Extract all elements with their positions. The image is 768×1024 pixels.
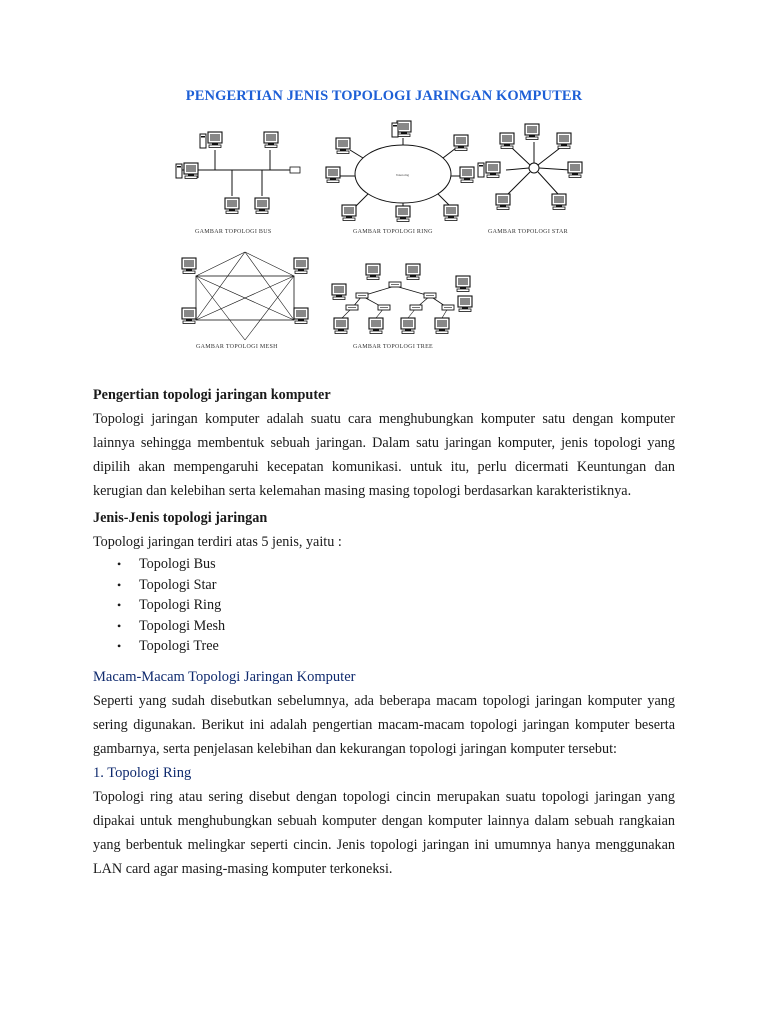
list-item: • Topologi Ring	[117, 595, 675, 616]
ring-paragraph: Topologi ring atau sering disebut dengan topologi cincin merupakan suatu topologi jaringan yang dipakai untuk menghubungkan sebuah komputer dengan komputer lainnya dalam sebuah rangkaian yang berbentuk melingkar seperti cincin. Jenis topologi jaringan ini umumnya hanya menggunakan LAN card agar masing-masing komputer terkoneksi.	[93, 788, 675, 877]
star-caption: GAMBAR TOPOLOGI STAR	[488, 229, 568, 235]
mesh-topology-diagram	[182, 252, 308, 350]
macam-paragraph: Seperti yang sudah disebutkan sebelumnya, ada beberapa macam topologi jaringan komputer yang sering digunakan. Berikut ini adalah pengertian macam-macam topologi jaringan komputer beserta gambarnya, serta penjelasan kelebihan dan kekurangan topologi jaringan komputer tersebut:	[93, 692, 675, 757]
bus-caption: GAMBAR TOPOLOGI BUS	[195, 229, 272, 235]
list-item: • Topologi Tree	[117, 636, 675, 657]
tree-topology-diagram	[332, 264, 472, 350]
document-body	[93, 383, 675, 881]
pengertian-paragraph: Topologi jaringan komputer adalah suatu cara menghubungkan komputer satu dengan komputer lainnya sehingga membentuk sebuah jaringan. Dalam satu jaringan komputer, jenis topologi yang dipilih akan mempengaruhi kecepatan komunikasi. untuk itu, perlu dicermati Keuntungan dan kerugian dan kelebihan serta kelemahan masing masing topologi berdasarkan karakteristiknya.	[93, 411, 675, 499]
ring-caption: GAMBAR TOPOLOGI RING	[353, 229, 433, 235]
mesh-caption: GAMBAR TOPOLOGI MESH	[196, 344, 278, 350]
bus-topology-diagram	[176, 132, 300, 235]
pengertian-heading: Pengertian topologi jaringan komputer	[93, 387, 331, 403]
jenis-heading: Jenis-Jenis topologi jaringan	[93, 510, 268, 526]
jenis-intro: Topologi jaringan terdiri atas 5 jenis, yaitu :	[93, 534, 342, 550]
svg-text:Token ring: Token ring	[396, 173, 410, 177]
star-topology-diagram	[478, 124, 582, 235]
list-item: • Topologi Bus	[117, 554, 675, 575]
topology-illustration	[170, 118, 590, 358]
list-item: • Topologi Star	[117, 575, 675, 596]
page-title: PENGERTIAN JENIS TOPOLOGI JARINGAN KOMPUTER	[185, 88, 583, 104]
list-item: • Topologi Mesh	[117, 616, 675, 637]
topology-figure	[170, 118, 590, 358]
macam-heading: Macam-Macam Topologi Jaringan Komputer	[93, 668, 356, 685]
ring-topology-diagram	[326, 121, 474, 235]
ring-heading: 1. Topologi Ring	[93, 764, 192, 781]
tree-caption: GAMBAR TOPOLOGI TREE	[353, 344, 434, 350]
jenis-list	[93, 554, 675, 657]
